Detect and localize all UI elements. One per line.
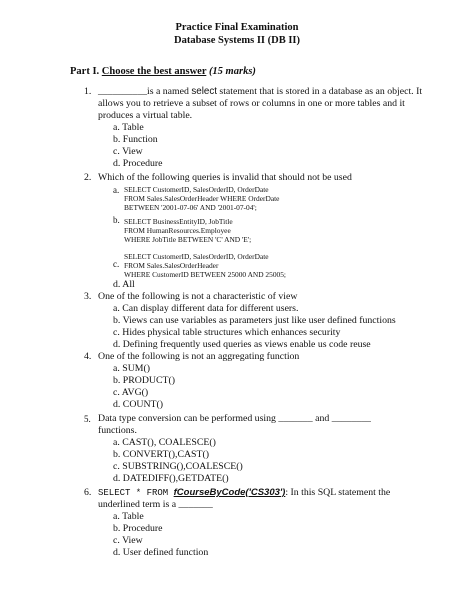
q3-number: 3. bbox=[84, 291, 92, 302]
q6-number: 6. bbox=[84, 487, 92, 498]
q2-option-a-line1: SELECT CustomerID, SalesOrderID, OrderDate bbox=[124, 185, 269, 194]
q1-option-a: a. Table bbox=[113, 122, 144, 133]
q6-code-select: SELECT * FROM bbox=[98, 488, 174, 498]
q2-option-c-line2: FROM Sales.SalesOrderHeader bbox=[124, 261, 219, 270]
exam-title: Practice Final Examination bbox=[175, 22, 299, 33]
q4-option-d: d. COUNT() bbox=[113, 399, 164, 410]
q3-option-c: c. Hides physical table structures which enhances security bbox=[113, 327, 341, 338]
q6-code-function: fCourseByCode('CS303') bbox=[173, 487, 286, 498]
q2-option-b-line2: FROM HumanResources.Employee bbox=[124, 226, 231, 235]
q5-number: 5. bbox=[84, 414, 91, 424]
q6-stem-line2: underlined term is a _______ bbox=[98, 499, 213, 510]
q5-stem-line2: functions. bbox=[98, 425, 137, 436]
part-instruction: Choose the best answer bbox=[101, 66, 207, 77]
q1-stem-line2: allows you to retrieve a subset of rows or columns in one or more tables and it bbox=[98, 98, 405, 109]
q5-stem: Data type conversion can be performed using _______ and ________ bbox=[98, 413, 371, 424]
q1-option-b: b. Function bbox=[113, 134, 158, 145]
q2-option-b-line1: SELECT BusinessEntityID, JobTitle bbox=[124, 217, 233, 226]
q2-stem: Which of the following queries is invalid that should not be used bbox=[98, 172, 352, 183]
q2-option-a-line2: FROM Sales.SalesOrderHeader WHERE OrderDate bbox=[124, 194, 280, 203]
q4-number: 4. bbox=[84, 351, 92, 362]
q4-stem: One of the following is not an aggregating function bbox=[98, 351, 300, 362]
q1-stem-line3: produces a virtual table. bbox=[98, 110, 193, 121]
q1-stem-line1: __________is a named select statement that is stored in a database as an object. It bbox=[98, 86, 423, 97]
q2-option-b-line3: WHERE JobTitle BETWEEN 'C' AND 'E'; bbox=[124, 235, 252, 244]
q5-option-d: d. DATEDIFF(),GETDATE() bbox=[113, 473, 229, 484]
q3-option-b: b. Views can use variables as parameters just like user defined functions bbox=[113, 315, 396, 326]
part-heading bbox=[70, 66, 256, 77]
q2-option-a-label: a. bbox=[113, 185, 120, 195]
q2-option-c-label: c. bbox=[113, 259, 120, 269]
q2-option-c-line3: WHERE CustomerID BETWEEN 25000 AND 25005; bbox=[124, 270, 286, 279]
q5-option-c: c. SUBSTRING(),COALESCE() bbox=[113, 461, 243, 472]
q4-option-b: b. PRODUCT() bbox=[113, 375, 176, 386]
q3-stem: One of the following is not a characteristic of view bbox=[98, 291, 298, 302]
q2-option-a-line3: BETWEEN '2001-07-06' AND '2001-07-04'; bbox=[124, 203, 257, 212]
q5-option-a: a. CAST(), COALESCE() bbox=[113, 437, 216, 448]
q4-option-a: a. SUM() bbox=[113, 363, 151, 374]
part-label: Part I. bbox=[70, 66, 100, 77]
q6-option-c: c. View bbox=[113, 535, 143, 546]
q6-option-a: a. Table bbox=[113, 511, 144, 522]
q1-number: 1. bbox=[84, 86, 92, 97]
q6-option-b: b. Procedure bbox=[113, 523, 163, 534]
q3-option-a: a. Can display different data for different users. bbox=[113, 303, 299, 314]
part-marks: (15 marks) bbox=[208, 66, 256, 77]
q2-number: 2. bbox=[84, 172, 92, 183]
q2-option-b-label: b. bbox=[113, 215, 120, 225]
q1-option-d: d. Procedure bbox=[113, 158, 163, 169]
exam-subtitle: Database Systems II (DB II) bbox=[173, 35, 300, 46]
q1-select-keyword: select bbox=[191, 86, 217, 97]
q2-option-c-line1: SELECT CustomerID, SalesOrderID, OrderDate bbox=[124, 252, 269, 261]
q2-option-d: d. All bbox=[113, 279, 135, 290]
q4-option-c: c. AVG() bbox=[113, 387, 149, 398]
q3-option-d: d. Defining frequently used queries as views enable us code reuse bbox=[113, 339, 371, 350]
q5-option-b: b. CONVERT(),CAST() bbox=[113, 449, 210, 460]
q6-stem: SELECT * FROM fCourseByCode('CS303'): In this SQL statement the bbox=[98, 487, 391, 498]
q6-option-d: d. User defined function bbox=[113, 547, 209, 558]
q1-option-c: c. View bbox=[113, 146, 143, 157]
